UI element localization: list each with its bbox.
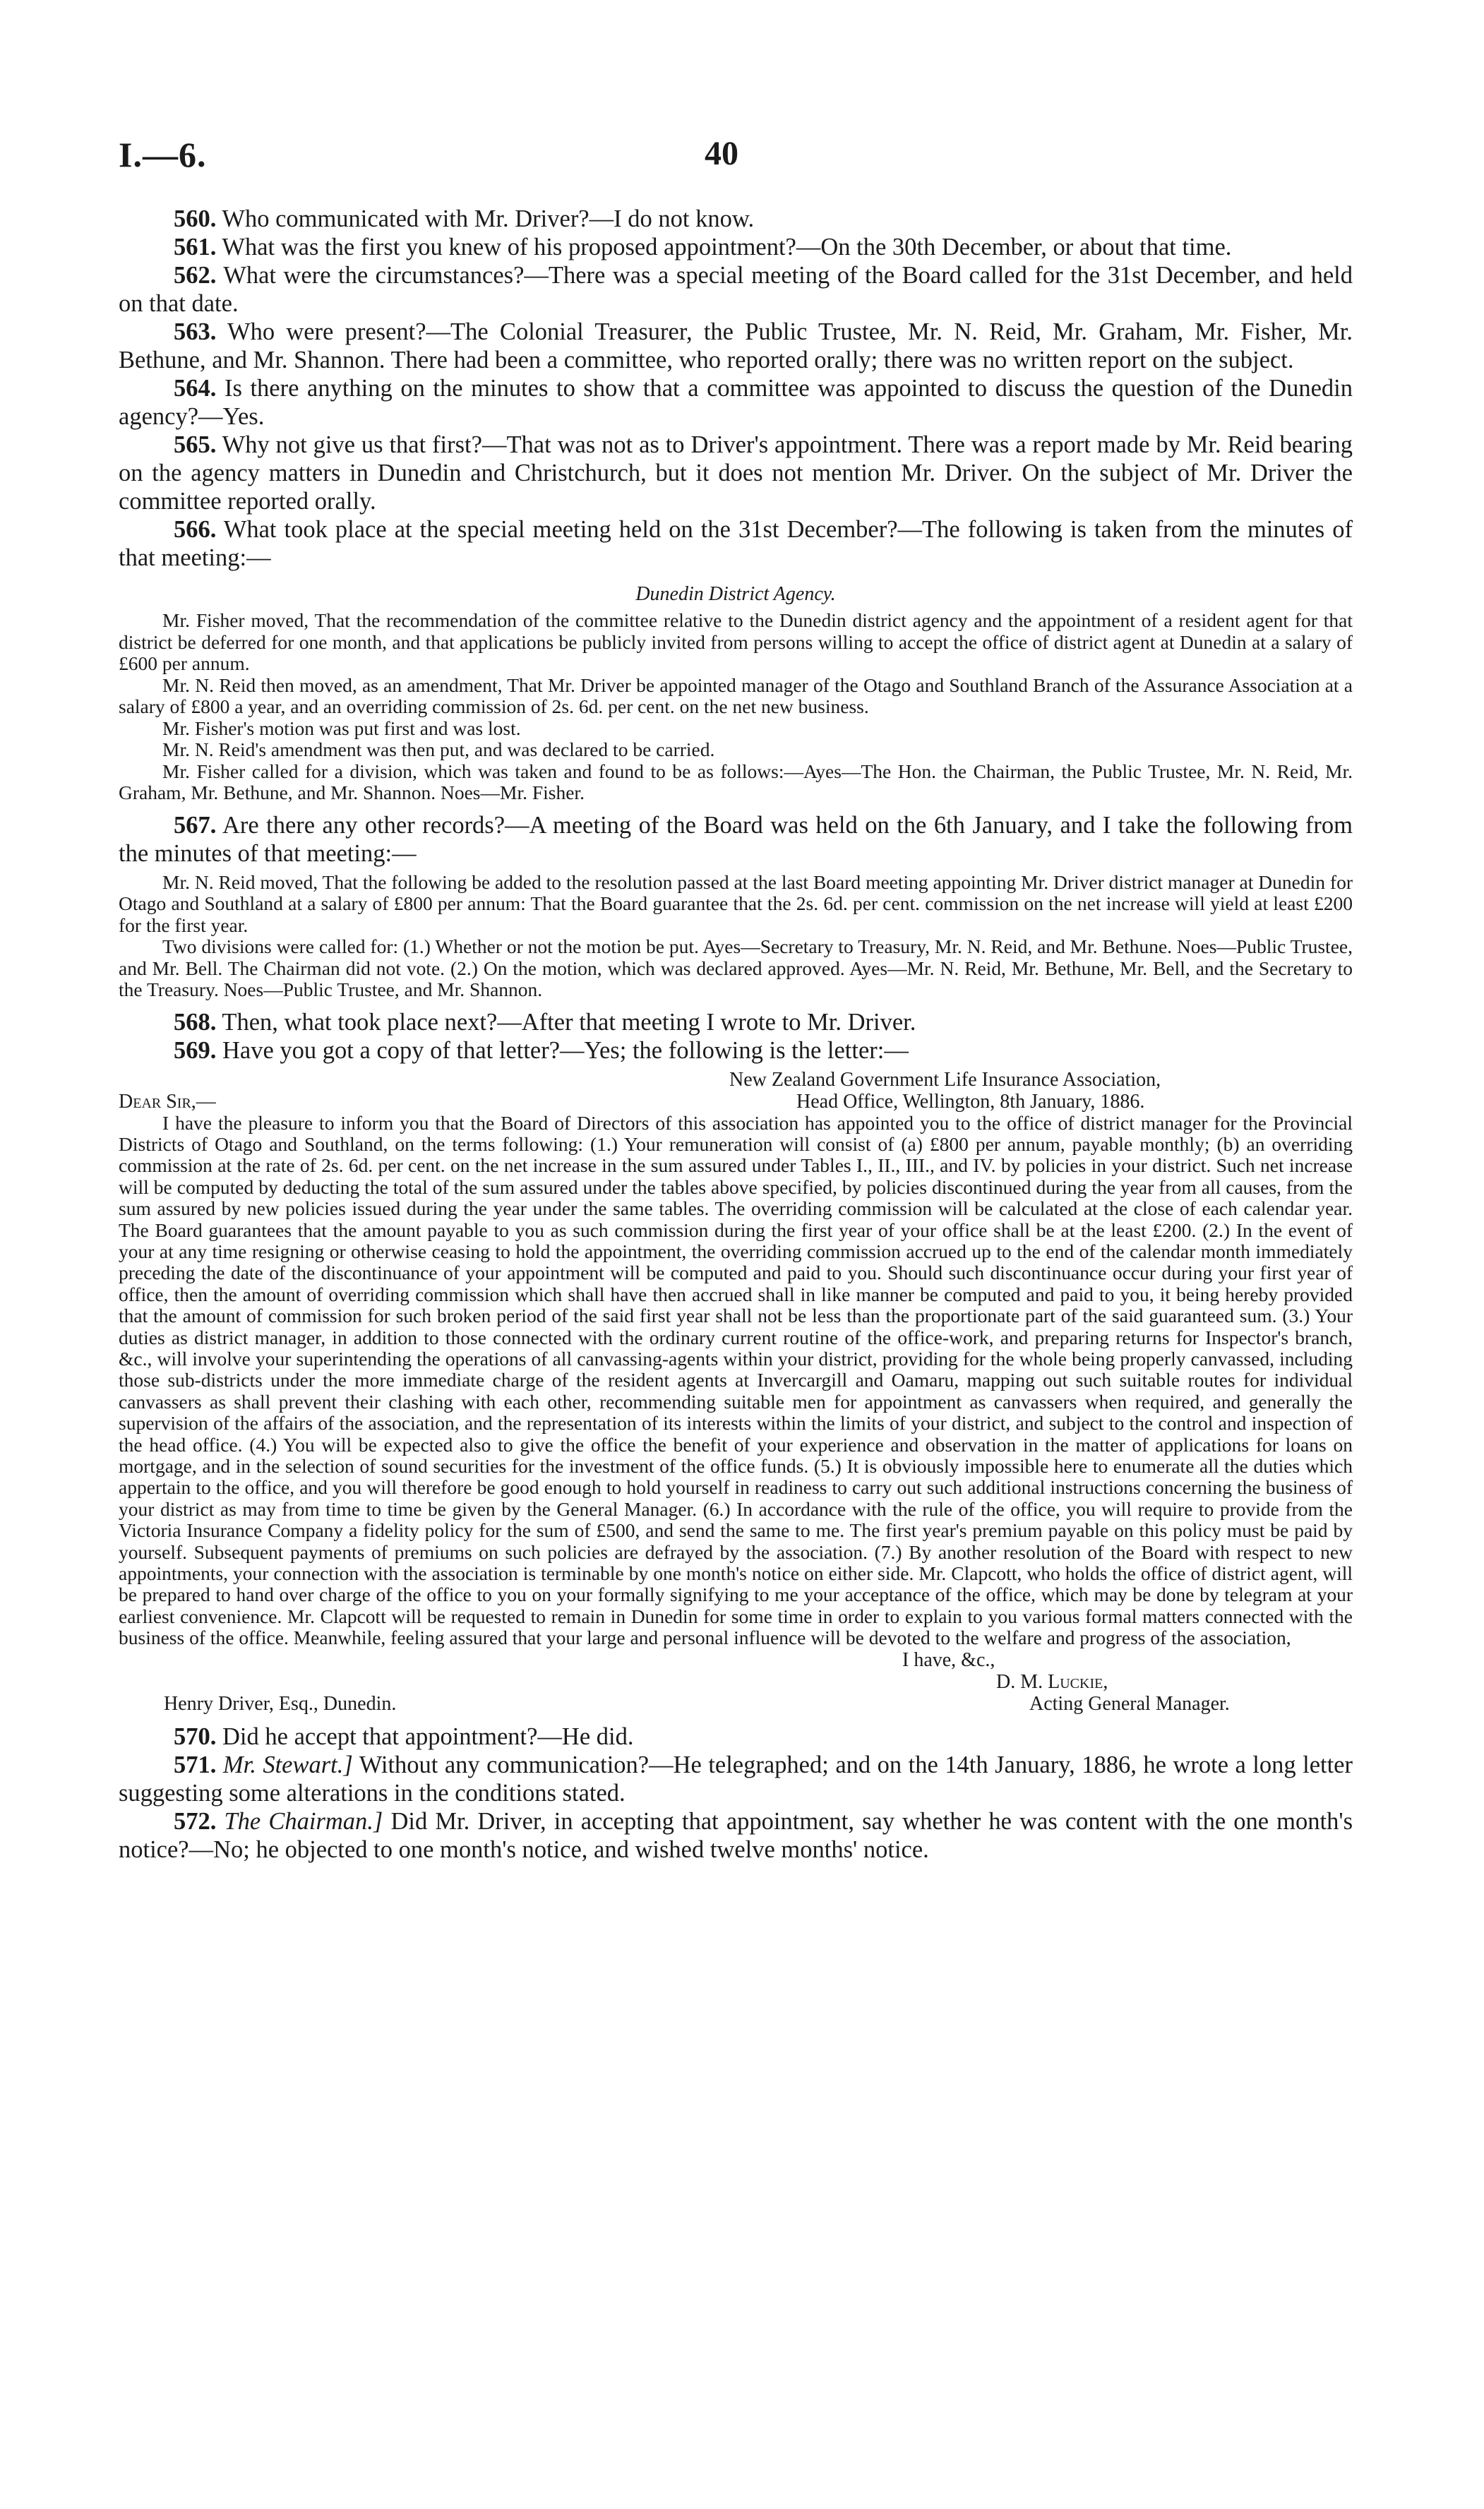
question-text: Why not give us that first?—That was not as to Driver's appointment. There was a report made by Mr. Reid bearing on the agency matters in Dunedin and Christchurch, but it does not mention Mr. Driver. On the subject of Mr. Driver the committee reported orally. [119, 431, 1353, 515]
question-text: Is there anything on the minutes to show that a committee was appointed to discuss the question of the Dunedin agency?—Yes. [119, 375, 1353, 430]
minutes-heading: Dunedin District Agency. [635, 583, 836, 605]
question-text: Did Mr. Driver, in accepting that appointment, say whether he was content with the one month's notice?—No; he objected to one month's notice, and wished twelve months' notice. [119, 1807, 1353, 1863]
letter-heading [119, 1069, 1353, 1113]
document-reference: I.—6. [119, 135, 207, 174]
question-570 [119, 1723, 1353, 1751]
question-text: What was the first you knew of his proposed appointment?—On the 30th December, or about that time. [222, 234, 1232, 261]
question-566 [119, 515, 1353, 572]
minutes-6th-january [119, 872, 1353, 1001]
question-text: Did he accept that appointment?—He did. [222, 1723, 634, 1750]
letter-salutation: Dear Sir,— [119, 1090, 216, 1113]
question-number: 567. [174, 811, 217, 839]
minutes-paragraph: Mr. N. Reid's amendment was then put, and was declared to be carried. [162, 738, 715, 760]
question-562 [119, 261, 1353, 318]
letter-addressee: Henry Driver, Esq., Dunedin. [164, 1692, 397, 1715]
question-569 [119, 1036, 1353, 1065]
question-text: Who communicated with Mr. Driver?—I do not know. [222, 205, 755, 232]
question-number: 570. [174, 1723, 217, 1750]
minutes-31st-december [119, 583, 1353, 804]
minutes-paragraph: Mr. Fisher's motion was put first and was lost. [162, 717, 521, 739]
question-text: Are there any other records?—A meeting of the Board was held on the 6th January, and I take the following from the minutes of that meeting:— [119, 811, 1353, 867]
minutes-paragraph: Two divisions were called for: (1.) Whether or not the motion be put. Ayes—Secretary to Treasury, Mr. N. Reid, and Mr. Bethune. Noes—Public Trustee, and Mr. Bell. The Chairman did not vote. (2.) On the motion, which was declared approved. Ayes—Mr. N. Reid, Mr. Bethune, Mr. Bell, and the Secretary to the Treasury. Noes—Public Trustee, and Mr. Shannon. [119, 935, 1353, 1000]
question-number: 566. [174, 516, 217, 543]
question-text: Without any communication?—He telegraphed; and on the 14th January, 1886, he wrote a long letter suggesting some alterations in the conditions stated. [119, 1751, 1353, 1807]
question-number: 565. [174, 431, 217, 458]
letter-office-date: Head Office, Wellington, 8th January, 1886. [796, 1090, 1145, 1113]
question-561 [119, 233, 1353, 261]
question-568 [119, 1008, 1353, 1036]
question-number: 562. [174, 262, 217, 289]
page-number: 40 [705, 135, 738, 172]
question-560 [119, 205, 1353, 233]
question-number: 563. [174, 318, 217, 345]
page-header [119, 134, 1291, 184]
question-564 [119, 374, 1353, 431]
letter-closing: I have, &c., [902, 1648, 995, 1671]
question-text: Have you got a copy of that letter?—Yes; the following is the letter:— [222, 1036, 909, 1064]
question-number: 561. [174, 234, 217, 261]
letter-organisation: New Zealand Government Life Insurance Association, [729, 1068, 1161, 1091]
question-567 [119, 811, 1353, 868]
question-563 [119, 318, 1353, 374]
questions-568-569 [119, 1008, 1353, 1065]
question-number: 564. [174, 375, 217, 402]
minutes-paragraph: Mr. Fisher called for a division, which was taken and found to be as follows:—Ayes—The Hon. the Chairman, the Public Trustee, Mr. N. Reid, Mr. Graham, Mr. Bethune, and Mr. Shannon. Noes—Mr. Fisher. [119, 760, 1353, 803]
question-text: What took place at the special meeting held on the 31st December?—The following is taken from the minutes of that meeting:— [119, 516, 1353, 571]
question-572 [119, 1807, 1353, 1864]
questions-570-572 [119, 1723, 1353, 1864]
question-text: Who were present?—The Colonial Treasurer, the Public Trustee, Mr. N. Reid, Mr. Graham, Mr. Fisher, Mr. Bethune, and Mr. Shannon. There had been a committee, who reported orally; there was no written report on the subject. [119, 318, 1353, 373]
question-text: Then, what took place next?—After that meeting I wrote to Mr. Driver. [222, 1008, 916, 1036]
question-number: 568. [174, 1008, 217, 1036]
question-text: What were the circumstances?—There was a special meeting of the Board called for the 31st December, and held on that date. [119, 262, 1353, 317]
question-number: 572. [174, 1807, 217, 1835]
letter [119, 1069, 1353, 1715]
question-number: 571. [174, 1751, 217, 1778]
letter-body: I have the pleasure to inform you that the Board of Directors of this association has appointed you to the office of district manager for the Provincial Districts of Otago and Southland, on the terms following: (1.) Your remuneration will consist of (a) £800 per annum, payable monthly; (b) an overriding commission at the rate of 2s. 6d. per cent. on the net increase in the sum assured under Tables I., II., III., and IV. by policies in your district. Such net increase will be computed by deducting the total of the sum assured under the tables above specified, by policies discontinued during the year from all causes, from the sum assured by new policies issued during the year under the same tables. The overriding commission will be calculated at the close of each calendar year. The Board guarantees that the amount payable to you as such commission during the first year of your office shall be at the least £200. (2.) In the event of your at any time resigning or otherwise ceasing to hold the appointment, the overriding commission accrued up to the end of the calendar month immediately preceding the date of the discontinuance of your appointment will be computed and paid to you. Should such discontinuance occur during your first year of office, then the amount of overriding commission which shall have then accrued shall in like manner be computed and paid to you, it being hereby provided that the amount of commission for such broken period of the said first year shall not be less than the proportionate part of the said guaranteed sum. (3.) Your duties as district manager, in addition to those connected with the ordinary current routine of the office-work, and preparing returns for Inspector's branch, &c., will involve your superintending the operations of all canvassing-agents within your district, providing for the whole being properly canvassed, including those sub-districts under the more immediate charge of the resident agents at Invercargill and Oamaru, mapping out such suitable routes for individual canvassers as shall prevent their clashing with each other, recommending suitable men for appointment as canvassers when required, and generally the supervision of the affairs of the association, and the representation of its interests within the limits of your district, and subject to the control and inspection of the head office. (4.) You will be expected also to give the office the benefit of your experience and observation in the matter of applications for loans on mortgage, and in the selection of sound securities for the investment of the office funds. (5.) It is obviously impossible here to enumerate all the duties which appertain to the office, and you will therefore be good enough to hold yourself in readiness to carry out such additional instructions concerning the business of your district as may from time to time be given by the General Manager. (6.) In accordance with the rule of the office, you will require to provide from the Victoria Insurance Company a fidelity policy for the sum of £500, and send the same to me. The first year's premium payable on this policy must be paid by yourself. Subsequent payments of premiums on such policies are defrayed by the association. (7.) By another resolution of the Board with respect to new appointments, your connection with the association is terminable by one month's notice on either side. Mr. Clapcott, who holds the office of district agent, will be prepared to hand over charge of the office to you on your formally signifying to me your acceptance of the office, which may be done by telegram at your earliest convenience. Mr. Clapcott will be requested to remain in Dunedin for some time in order to explain to you various formal matters connected with the business of the office. Meanwhile, feeling assured that your large and personal influence will be devoted to the welfare and progress of the association, [119, 1111, 1353, 1649]
question-567-block [119, 811, 1353, 868]
question-565 [119, 431, 1353, 515]
minutes-paragraph: Mr. N. Reid then moved, as an amendment, That Mr. Driver be appointed manager of the Otago and Southland Branch of the Assurance Association at a salary of £800 a year, and an overriding commission of 2s. 6d. per cent. on the net new business. [119, 673, 1353, 717]
question-number: 569. [174, 1036, 217, 1064]
minutes-paragraph: Mr. N. Reid moved, That the following be added to the resolution passed at the last Board meeting appointing Mr. Driver district manager at Dunedin for Otago and Southland at a salary of £800 per annum: That the Board guarantee that the 2s. 6d. per cent. commission on the net increase will yield at least £200 for the first year. [119, 870, 1353, 936]
letter-signature-block [119, 1649, 1353, 1715]
minutes-paragraph: Mr. Fisher moved, That the recommendation of the committee relative to the Dunedin district agency and the appointment of a resident agent for that district be deferred for one month, and that applications be publicly invited from persons willing to accept the office of district agent at Dunedin at a salary of £600 per annum. [119, 609, 1353, 674]
letter-signer-title: Acting General Manager. [1029, 1692, 1230, 1715]
question-571 [119, 1751, 1353, 1807]
page-content [119, 205, 1353, 1864]
question-number: 560. [174, 205, 217, 232]
question-speaker: Mr. Stewart.] [222, 1751, 353, 1778]
questions-560-566 [119, 205, 1353, 572]
letter-signer: D. M. Luckie, [996, 1670, 1108, 1693]
question-speaker: The Chairman.] [224, 1807, 383, 1835]
